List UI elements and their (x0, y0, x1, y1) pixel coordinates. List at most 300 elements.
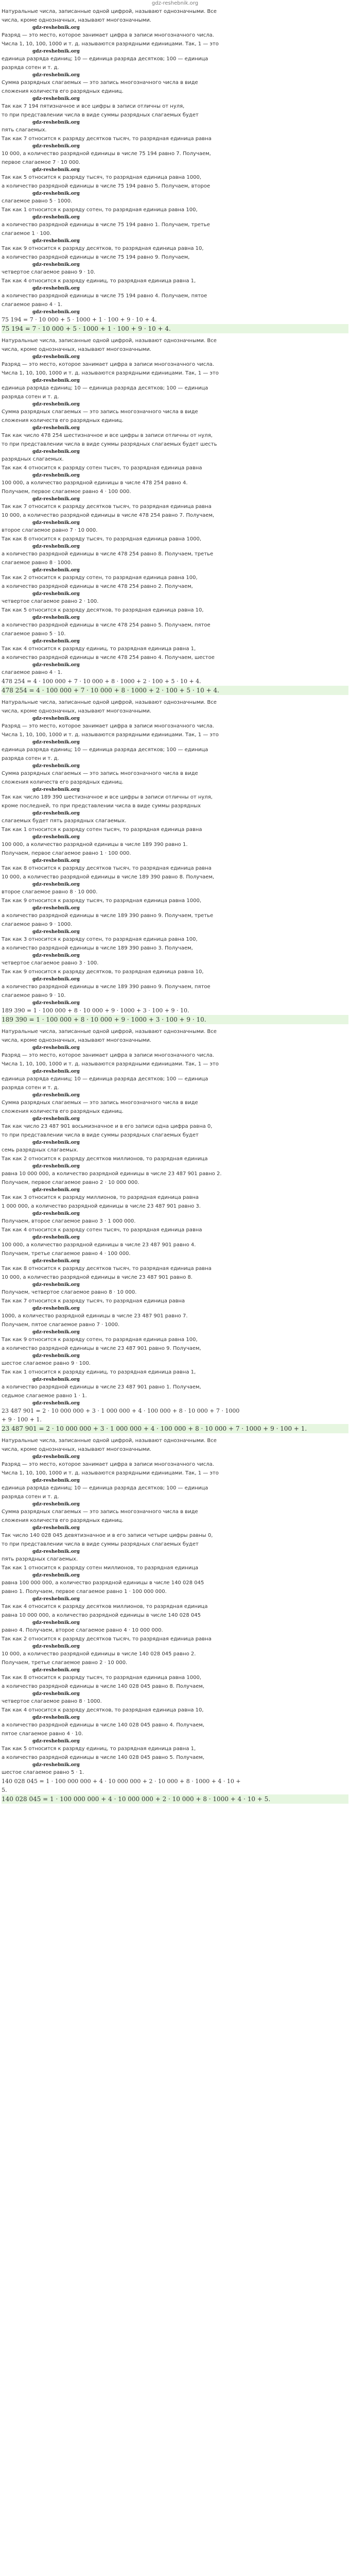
text-line (2, 1241, 348, 1249)
text-line (2, 1335, 348, 1344)
watermark-text: gdz-reshebnik.org (32, 639, 80, 644)
text-line-content: Числа 1, 10, 100, 1000 и т. д. называются разрядными единицами. Так, 1 — это (2, 370, 219, 376)
text-line (2, 825, 348, 834)
text-line-content: Так как 7 относится к разряду тысяч, то разрядная единица равна (2, 1298, 185, 1304)
text-line (2, 1445, 348, 1454)
text-line-content: 100 000, а количество разрядной единицы в числе 189 390 равно 1. (2, 842, 188, 848)
text-line (2, 277, 348, 285)
text-line-content: числа, кроме однозначных, называют многозначными. (2, 18, 151, 23)
watermark-text: gdz-reshebnik.org (32, 1573, 80, 1578)
text-line (2, 1297, 348, 1306)
text-line (2, 1611, 348, 1620)
text-line-content: единица разряда единиц; 10 — единица разряда десятков; 100 — единица (2, 1485, 208, 1491)
answer-highlight: 189 390 = 1 · 100 000 + 8 · 10 000 + 9 · 1000 + 3 · 100 + 9 · 10. (2, 1015, 348, 1024)
answer-highlight: 75 194 = 7 · 10 000 + 5 · 1000 + 1 · 100 + 9 · 10 + 4. (2, 324, 348, 333)
text-line (2, 944, 348, 953)
text-line (2, 1493, 348, 1501)
text-line-content: Разряд — это место, которое занимает цифра в записи многозначного числа. (2, 1462, 214, 1467)
watermark-text: gdz-reshebnik.org (32, 1164, 80, 1169)
text-line-content: Сумма разрядных слагаемых — это запись многозначного числа в виде (2, 80, 198, 86)
text-line (2, 1368, 348, 1377)
text-line (2, 244, 348, 253)
text-line (2, 698, 348, 707)
text-line (2, 606, 348, 615)
text-line-content: единица разряда единиц; 10 — единица разряда десятков; 100 — единица (2, 385, 208, 391)
text-line-content: равна 10 000 000, а количество разрядной единицы в числе 140 028 045 (2, 1613, 201, 1618)
text-line (2, 802, 348, 810)
text-line-content: а количество разрядной единицы в числе 75 194 равно 5. Получаем, второе (2, 183, 211, 189)
watermark-text: gdz-reshebnik.org (32, 929, 80, 935)
text-line (2, 1658, 348, 1667)
site-header: gdz-reshebnik.org (151, 1, 199, 6)
text-line (2, 1383, 348, 1392)
text-line-content: седьмое слагаемое равно 1 · 1. (2, 1393, 87, 1399)
text-line-content: Так как 9 относится к разряду тысяч, то разрядная единица равна 1000, (2, 898, 201, 904)
solution-block (2, 1436, 348, 1804)
text-line-content: Натуральные числа, записанные одной цифрой, называют однозначными. Все (2, 1438, 217, 1444)
text-line-content: Так как 9 относится к разряду десятков, то разрядная единица равна 10, (2, 246, 204, 251)
text-line (2, 935, 348, 944)
text-line-content: 10 000, а количество разрядной единицы в числе 75 194 равно 7. Получаем, (2, 151, 211, 157)
text-line (2, 1146, 348, 1155)
text-line-content: Так как 4 относится к разряду сотен тысяч, то разрядная единица равна (2, 1227, 202, 1233)
text-line-content: Так как 1 относится к разряду сотен миллионов, то разрядная единица (2, 1565, 199, 1571)
text-line-content: числа, кроме однозначных, называют многозначными. (2, 347, 151, 352)
text-line (2, 668, 348, 677)
watermark-text: gdz-reshebnik.org (32, 663, 80, 668)
equation-line: 478 254 = 4 · 100 000 + 7 · 10 000 + 8 · 1000 + 2 · 100 + 5 · 10 + 4. (2, 678, 201, 685)
text-line (2, 873, 348, 882)
text-line (2, 630, 348, 638)
watermark-text: gdz-reshebnik.org (32, 473, 80, 478)
text-line-content: Так как 2 относится к разряду сотен, то разрядная единица равна 100, (2, 575, 198, 581)
text-line (2, 1673, 348, 1682)
equation-line: 189 390 = 1 · 100 000 + 8 · 10 000 + 9 · 1000 + 3 · 100 + 9 · 10. (2, 1007, 189, 1014)
text-line (2, 1555, 348, 1564)
text-line-content: Так как число 23 487 901 восьмизначное и в его записи одна цифра равна 0, (2, 1124, 213, 1129)
text-line (2, 416, 348, 425)
text-line (2, 158, 348, 167)
text-line (2, 431, 348, 440)
watermark-text: gdz-reshebnik.org (32, 402, 80, 407)
text-line (2, 959, 348, 968)
text-line-content: разрядных слагаемых. (2, 456, 64, 462)
text-line (2, 336, 348, 345)
watermark-text: gdz-reshebnik.org (32, 615, 80, 620)
text-line (2, 707, 348, 716)
equation-line: 5. (2, 1787, 7, 1793)
watermark-text: gdz-reshebnik.org (32, 1620, 80, 1625)
solution-block (2, 1027, 348, 1433)
text-line-content: а количество разрядной единицы в числе 189 390 равно 3. Получаем, (2, 945, 193, 951)
text-line-content: Получаем, второе слагаемое равно 3 · 1 000 000. (2, 1218, 136, 1224)
text-line-content: 10 000, а количество разрядной единицы в числе 140 028 045 равно 2. (2, 1651, 196, 1657)
watermark-text: gdz-reshebnik.org (32, 811, 80, 816)
text-line-content: то при представлении числа в виде суммы разрядных слагаемых будет (2, 1541, 199, 1547)
text-line-content: 10 000, а количество разрядной единицы в числе 189 390 равно 8. Получаем, (2, 874, 215, 880)
text-line (2, 1131, 348, 1140)
text-line (2, 206, 348, 214)
watermark-text: gdz-reshebnik.org (32, 591, 80, 597)
text-line (2, 55, 348, 63)
text-line-content: а количество разрядной единицы в числе 75 194 равно 9. Получаем, (2, 255, 190, 260)
text-line (2, 1436, 348, 1445)
text-line-content: то при представлении числа в виде суммы разрядных слагаемых будет (2, 112, 199, 118)
text-line-content: Так как 3 относится к разряду сотен, то разрядная единица равна 100, (2, 937, 198, 942)
text-line-content: Так как 7 относится к разряду десятков тысяч, то разрядная единица равна (2, 504, 212, 510)
text-line-content: Числа 1, 10, 100, 1000 и т. д. называются разрядными единицами. Так, 1 — это (2, 1061, 219, 1067)
text-line (2, 1531, 348, 1540)
text-line-content: Так как 1 относится к разряду единиц, то разрядная единица равна 1, (2, 1369, 196, 1375)
answer-highlight: 23 487 901 = 2 · 10 000 000 + 3 · 1 000 000 + 4 · 100 000 + 8 · 10 000 + 7 · 1000 + 9 · 100 + 1. (2, 1424, 348, 1433)
text-line (2, 1484, 348, 1493)
text-line-content: Разряд — это место, которое занимает цифра в записи многозначного числа. (2, 32, 214, 38)
text-line-content: Так как 9 относится к разряду сотен, то разрядная единица равна 100, (2, 1337, 198, 1343)
watermark-text: gdz-reshebnik.org (32, 787, 80, 792)
watermark-text: gdz-reshebnik.org (32, 1140, 80, 1145)
text-line-content: 10 000, а количество разрядной единицы в числе 23 487 901 равно 8. (2, 1275, 193, 1280)
text-line-content: Так как 8 относится к разряду тысяч, то разрядная единица равна 1000, (2, 1675, 201, 1681)
text-line-content: второе слагаемое равно 7 · 10 000. (2, 528, 98, 533)
text-line (2, 526, 348, 535)
watermark-text: gdz-reshebnik.org (32, 1478, 80, 1483)
text-line (2, 1587, 348, 1596)
text-line-content: сложения количеств его разрядных единиц. (2, 418, 124, 423)
text-line (2, 1682, 348, 1691)
text-line-content: а количество разрядной единицы в числе 23 487 901 равно 1. Получаем, (2, 1384, 201, 1390)
text-line (2, 1721, 348, 1730)
text-line-content: Так как 7 относится к разряду десятков тысяч, то разрядная единица равна (2, 136, 212, 142)
text-line-content: Так как 1 относится к разряду сотен, то разрядная единица равна 100, (2, 207, 198, 213)
watermark-text: gdz-reshebnik.org (32, 544, 80, 549)
text-line-content: а количество разрядной единицы в числе 75 194 равно 1. Получаем, третье (2, 222, 210, 228)
text-line (2, 63, 348, 72)
watermark-text: gdz-reshebnik.org (32, 1597, 80, 1602)
text-line-content: Числа 1, 10, 100, 1000 и т. д. называются разрядными единицами. Так, 1 — это (2, 1470, 219, 1476)
watermark-text: gdz-reshebnik.org (32, 1235, 80, 1240)
text-line-content: пятое слагаемое равно 4 · 10. (2, 1731, 83, 1737)
watermark-text: gdz-reshebnik.org (32, 1211, 80, 1216)
text-line (2, 40, 348, 48)
watermark-text: gdz-reshebnik.org (32, 1739, 80, 1744)
text-line-content: Сумма разрядных слагаемых — это запись многозначного числа в виде (2, 1100, 198, 1106)
text-line-content: слагаемое равно 4 · 1. (2, 670, 63, 675)
text-line-content: Разряд — это место, которое занимает цифра в записи многозначного числа. (2, 1053, 214, 1058)
watermark-text: gdz-reshebnik.org (32, 568, 80, 573)
text-line-content: Так как 5 относится к разряду единиц, то разрядная единица равна 1, (2, 1746, 196, 1752)
watermark-text: gdz-reshebnik.org (32, 1259, 80, 1264)
text-line (2, 102, 348, 111)
text-line (2, 229, 348, 238)
text-line-content: Так как 4 относится к разряду единиц, то разрядная единица равна 1, (2, 278, 196, 284)
text-line (2, 16, 348, 25)
text-line-content: шестое слагаемое равно 5 · 1. (2, 1770, 84, 1775)
text-line-content: а количество разрядной единицы в числе 140 028 045 равно 4. Получаем, (2, 1722, 205, 1728)
watermark-text: gdz-reshebnik.org (32, 73, 80, 78)
text-line (2, 840, 348, 849)
text-line (2, 745, 348, 754)
text-line (2, 511, 348, 520)
text-line-content: то при представлении числа в виде суммы разрядных слагаемых будет шесть (2, 442, 217, 447)
text-line-content: первое слагаемое 7 · 10 000. (2, 160, 80, 165)
text-line (2, 1051, 348, 1060)
text-line-content: а количество разрядной единицы в числе 478 254 равно 4. Получаем, шестое (2, 655, 215, 660)
text-line-content: Натуральные числа, записанные одной цифрой, называют однозначными. Все (2, 700, 217, 705)
text-line-content: Натуральные числа, записанные одной цифрой, называют однозначными. Все (2, 9, 217, 14)
text-line (2, 550, 348, 558)
watermark-text: gdz-reshebnik.org (32, 858, 80, 863)
text-line-content: а количество разрядной единицы в числе 189 390 равно 9. Получаем, третье (2, 913, 214, 919)
text-line (2, 1226, 348, 1234)
text-line (2, 1650, 348, 1658)
text-line (2, 1107, 348, 1116)
text-line-content: числа, кроме однозначных, называют многозначными. (2, 708, 151, 714)
text-line (2, 1697, 348, 1706)
text-line (2, 126, 348, 134)
watermark-text: gdz-reshebnik.org (32, 764, 80, 769)
watermark-text: gdz-reshebnik.org (32, 906, 80, 911)
text-line (2, 1122, 348, 1131)
text-line-content: Так как 2 относится к разряду десятков тысяч, то разрядная единица равна (2, 1636, 212, 1642)
watermark-text: gdz-reshebnik.org (32, 191, 80, 196)
text-line-content: Получаем, третье слагаемое равно 4 · 100 000. (2, 1251, 131, 1257)
text-line (2, 1060, 348, 1069)
text-line-content: разряда сотен и т. д. (2, 65, 59, 71)
text-line-content: 100 000, а количество разрядной единицы в числе 23 487 901 равно 4. (2, 1242, 196, 1248)
text-line (2, 1564, 348, 1572)
text-line-content: Натуральные числа, записанные одной цифрой, называют однозначными. Все (2, 338, 217, 344)
text-line (2, 1217, 348, 1226)
text-line (2, 911, 348, 920)
text-line-content: Получаем, первое слагаемое равно 4 · 100 000. (2, 489, 131, 495)
text-line (2, 1249, 348, 1258)
text-line (2, 1036, 348, 1045)
text-line (2, 653, 348, 662)
text-line (2, 253, 348, 262)
text-line (2, 1507, 348, 1516)
text-line (2, 31, 348, 40)
text-line (2, 1469, 348, 1478)
watermark-text: gdz-reshebnik.org (32, 49, 80, 54)
text-line (2, 920, 348, 929)
text-line-content: Так как 5 относится к разряду тысяч, то разрядная единица равна 1000, (2, 175, 201, 180)
text-line (2, 1193, 348, 1202)
text-line-content: Так как 5 относится к разряду десятков, то разрядная единица равна 10, (2, 607, 204, 613)
text-line (2, 968, 348, 976)
text-line (2, 888, 348, 896)
text-line (2, 597, 348, 606)
watermark-text: gdz-reshebnik.org (32, 1282, 80, 1287)
text-line (2, 300, 348, 309)
solution-block (2, 336, 348, 695)
text-line-content: Так как 8 относится к разряду тысяч, то разрядная единица равна 1000, (2, 536, 201, 542)
text-line-content: слагаемое равно 9 · 1000. (2, 922, 73, 927)
watermark-text: gdz-reshebnik.org (32, 144, 80, 149)
text-line-content: Так как число 478 254 шестизначное и все цифры в записи отличны от нуля, (2, 433, 213, 438)
text-line (2, 621, 348, 630)
text-line (2, 440, 348, 449)
text-line (2, 535, 348, 544)
text-line (2, 78, 348, 87)
equation-line: 75 194 = 7 · 10 000 + 5 · 1000 + 1 · 100 + 9 · 10 + 4. (2, 316, 157, 323)
text-line (2, 1155, 348, 1163)
watermark-text: gdz-reshebnik.org (32, 1401, 80, 1406)
text-line (2, 1083, 348, 1092)
solution-block (2, 7, 348, 333)
watermark-text: gdz-reshebnik.org (32, 1045, 80, 1050)
watermark-text: gdz-reshebnik.org (32, 835, 80, 840)
text-line (2, 487, 348, 496)
text-line-content: а количество разрядной единицы в числе 140 028 045 равно 8. Получаем, (2, 1684, 205, 1689)
text-line-content: равна 10 000 000, а количество разрядной единицы в числе 23 487 901 равно 2. (2, 1171, 222, 1177)
text-line-content: Так как 2 относится к разряду десятков миллионов, то разрядная единица (2, 1156, 208, 1162)
text-line-content: единица разряда единиц; 10 — единица разряда десятков; 100 — единица (2, 1076, 208, 1082)
text-line-content: разряда сотен и т. д. (2, 1494, 59, 1500)
watermark-text: gdz-reshebnik.org (32, 310, 80, 315)
text-line (2, 197, 348, 206)
watermark-text: gdz-reshebnik.org (32, 239, 80, 244)
watermark-text: gdz-reshebnik.org (32, 354, 80, 360)
text-line-content: второе слагаемое равно 8 · 10 000. (2, 889, 98, 895)
text-line-content: разряда сотен и т. д. (2, 1085, 59, 1091)
text-line-content: слагаемое равно 5 · 1000. (2, 198, 73, 204)
watermark-text: gdz-reshebnik.org (32, 1306, 80, 1311)
text-line-content: слагаемое 1 · 100. (2, 231, 51, 236)
watermark-text: gdz-reshebnik.org (32, 1116, 80, 1122)
text-line (2, 1027, 348, 1036)
text-line (2, 1516, 348, 1525)
text-line-content: Так как число 189 390 шестизначное и все цифры в записи отличны от нуля, (2, 794, 213, 800)
text-line-content: Числа 1, 10, 100, 1000 и т. д. называются разрядными единицами. Так, 1 — это (2, 732, 219, 738)
text-line (2, 1264, 348, 1273)
text-line (2, 1392, 348, 1400)
watermark-text: gdz-reshebnik.org (32, 120, 80, 125)
text-line (2, 896, 348, 905)
text-line-content: Сумма разрядных слагаемых — это запись многозначного числа в виде (2, 771, 198, 776)
text-line-content: четвертое слагаемое равно 2 · 100. (2, 599, 99, 604)
text-line (2, 1602, 348, 1611)
text-line (2, 1098, 348, 1107)
text-line-content: слагаемых будет пять разрядных слагаемых. (2, 818, 127, 824)
text-line (2, 864, 348, 873)
watermark-text: gdz-reshebnik.org (32, 953, 80, 958)
watermark-text: gdz-reshebnik.org (32, 1377, 80, 1382)
text-line-content: четвертое слагаемое равно 3 · 100. (2, 960, 99, 966)
text-line-content: сложения количеств его разрядных единиц. (2, 1109, 124, 1114)
text-line (2, 173, 348, 182)
equation-line: + 9 · 100 + 1. (2, 1416, 42, 1423)
text-line (2, 369, 348, 378)
text-line-content: разряда сотен и т. д. (2, 756, 59, 761)
watermark-text: gdz-reshebnik.org (32, 977, 80, 982)
text-line (2, 1344, 348, 1353)
text-line (2, 1540, 348, 1549)
text-line (2, 408, 348, 416)
text-line-content: слагаемое равно 5 · 10. (2, 631, 66, 637)
text-line (2, 221, 348, 229)
watermark-text: gdz-reshebnik.org (32, 1549, 80, 1554)
text-line-content: Получаем, первое слагаемое равно 1 · 100 000. (2, 851, 131, 856)
text-line-content: кроме последней, то при представлении числа в виде суммы разрядных (2, 803, 201, 809)
text-line-content: числа, кроме однозначных, называют многозначными. (2, 1038, 151, 1043)
text-line-content: а количество разрядной единицы в числе 189 390 равно 9. Получаем, пятое (2, 984, 211, 990)
text-line-content: сложения количеств его разрядных единиц. (2, 779, 124, 785)
text-line-content: Натуральные числа, записанные одной цифрой, называют однозначными. Все (2, 1029, 217, 1035)
watermark-text: gdz-reshebnik.org (32, 1668, 80, 1673)
text-line (2, 393, 348, 401)
text-line-content: четвертое слагаемое равно 8 · 1000. (2, 1699, 102, 1704)
text-line-content: слагаемое равно 4 · 1. (2, 302, 63, 308)
text-line (2, 1178, 348, 1187)
watermark-text: gdz-reshebnik.org (32, 1526, 80, 1531)
watermark-text: gdz-reshebnik.org (32, 1762, 80, 1768)
answer-highlight: 140 028 045 = 1 · 100 000 000 + 4 · 10 000 000 + 2 · 10 000 + 8 · 1000 + 4 · 10 + 5. (2, 1794, 348, 1804)
text-line-content: Так как 4 относится к разряду десятков, то разрядная единица равна 10, (2, 1707, 204, 1713)
text-line (2, 1273, 348, 1282)
text-line-content: числа, кроме однозначных, называют многозначными. (2, 1447, 151, 1452)
text-line (2, 1768, 348, 1777)
text-line-content: пять разрядных слагаемых. (2, 1556, 78, 1562)
answer-highlight: 478 254 = 4 · 100 000 + 7 · 10 000 + 8 · 1000 + 2 · 100 + 5 · 10 + 4. (2, 686, 348, 695)
text-line-content: Так как 7 194 пятизначное и все цифры в записи отличны от нуля, (2, 104, 185, 109)
text-line (2, 1744, 348, 1753)
text-line-content: 1000, а количество разрядной единицы в числе 23 487 901 равно 7. (2, 1313, 188, 1319)
text-line-content: семь разрядных слагаемых. (2, 1147, 78, 1153)
watermark-text: gdz-reshebnik.org (32, 520, 80, 526)
watermark-text: gdz-reshebnik.org (32, 1093, 80, 1098)
text-line-content: а количество разрядной единицы в числе 478 254 равно 2. Получаем, (2, 584, 193, 589)
text-line (2, 558, 348, 567)
text-line-content: а количество разрядной единицы в числе 478 254 равно 5. Получаем, пятое (2, 622, 211, 628)
text-line-content: четвертое слагаемое равно 9 · 10. (2, 269, 96, 275)
text-line-content: Так как 8 относится к разряду десятков тысяч, то разрядная единица равна (2, 866, 212, 871)
text-line-content: а количество разрядной единицы в числе 23 487 901 равно 9. Получаем, (2, 1346, 201, 1351)
watermark-text: gdz-reshebnik.org (32, 1502, 80, 1507)
text-line-content: Сумма разрядных слагаемых — это запись многозначного числа в виде (2, 1509, 198, 1515)
watermark-text: gdz-reshebnik.org (32, 25, 80, 30)
watermark-text: gdz-reshebnik.org (32, 1715, 80, 1720)
text-line (2, 849, 348, 858)
text-line-content: Получаем, пятое слагаемое равно 7 · 1000. (2, 1322, 120, 1328)
text-line-content: Получаем, первое слагаемое равно 2 · 10 000 000. (2, 1180, 139, 1185)
text-line (2, 360, 348, 369)
text-line-content: Так как 9 относится к разряду десятков, то разрядная единица равна 10, (2, 969, 204, 975)
text-line-content: равна 100 000 000, а количество разрядной единицы в числе 140 028 045 (2, 1580, 204, 1586)
text-line (2, 793, 348, 802)
watermark-text: gdz-reshebnik.org (32, 1454, 80, 1460)
text-line (2, 1202, 348, 1211)
text-line (2, 769, 348, 778)
text-line (2, 754, 348, 763)
text-line-content: Так как 8 относится к разряду десятков тысяч, то разрядная единица равна (2, 1266, 212, 1272)
text-line (2, 982, 348, 991)
text-line-content: Сумма разрядных слагаемых — это запись многозначного числа в виде (2, 409, 198, 415)
watermark-text: gdz-reshebnik.org (32, 449, 80, 454)
text-line-content: слагаемое равно 9 · 10. (2, 993, 66, 998)
watermark-text: gdz-reshebnik.org (32, 497, 80, 502)
watermark-text: gdz-reshebnik.org (32, 426, 80, 431)
text-line (2, 182, 348, 191)
text-line-content: Разряд — это место, которое занимает цифра в записи многозначного числа. (2, 723, 214, 729)
watermark-text: gdz-reshebnik.org (32, 740, 80, 745)
text-line-content: а количество разрядной единицы в числе 140 028 045 равно 5. Получаем, (2, 1755, 205, 1760)
text-line (2, 778, 348, 787)
text-line (2, 479, 348, 487)
text-line (2, 1730, 348, 1738)
text-line (2, 645, 348, 653)
solution-block (2, 698, 348, 1024)
text-line-content: слагаемое равно 8 · 1000. (2, 560, 73, 566)
